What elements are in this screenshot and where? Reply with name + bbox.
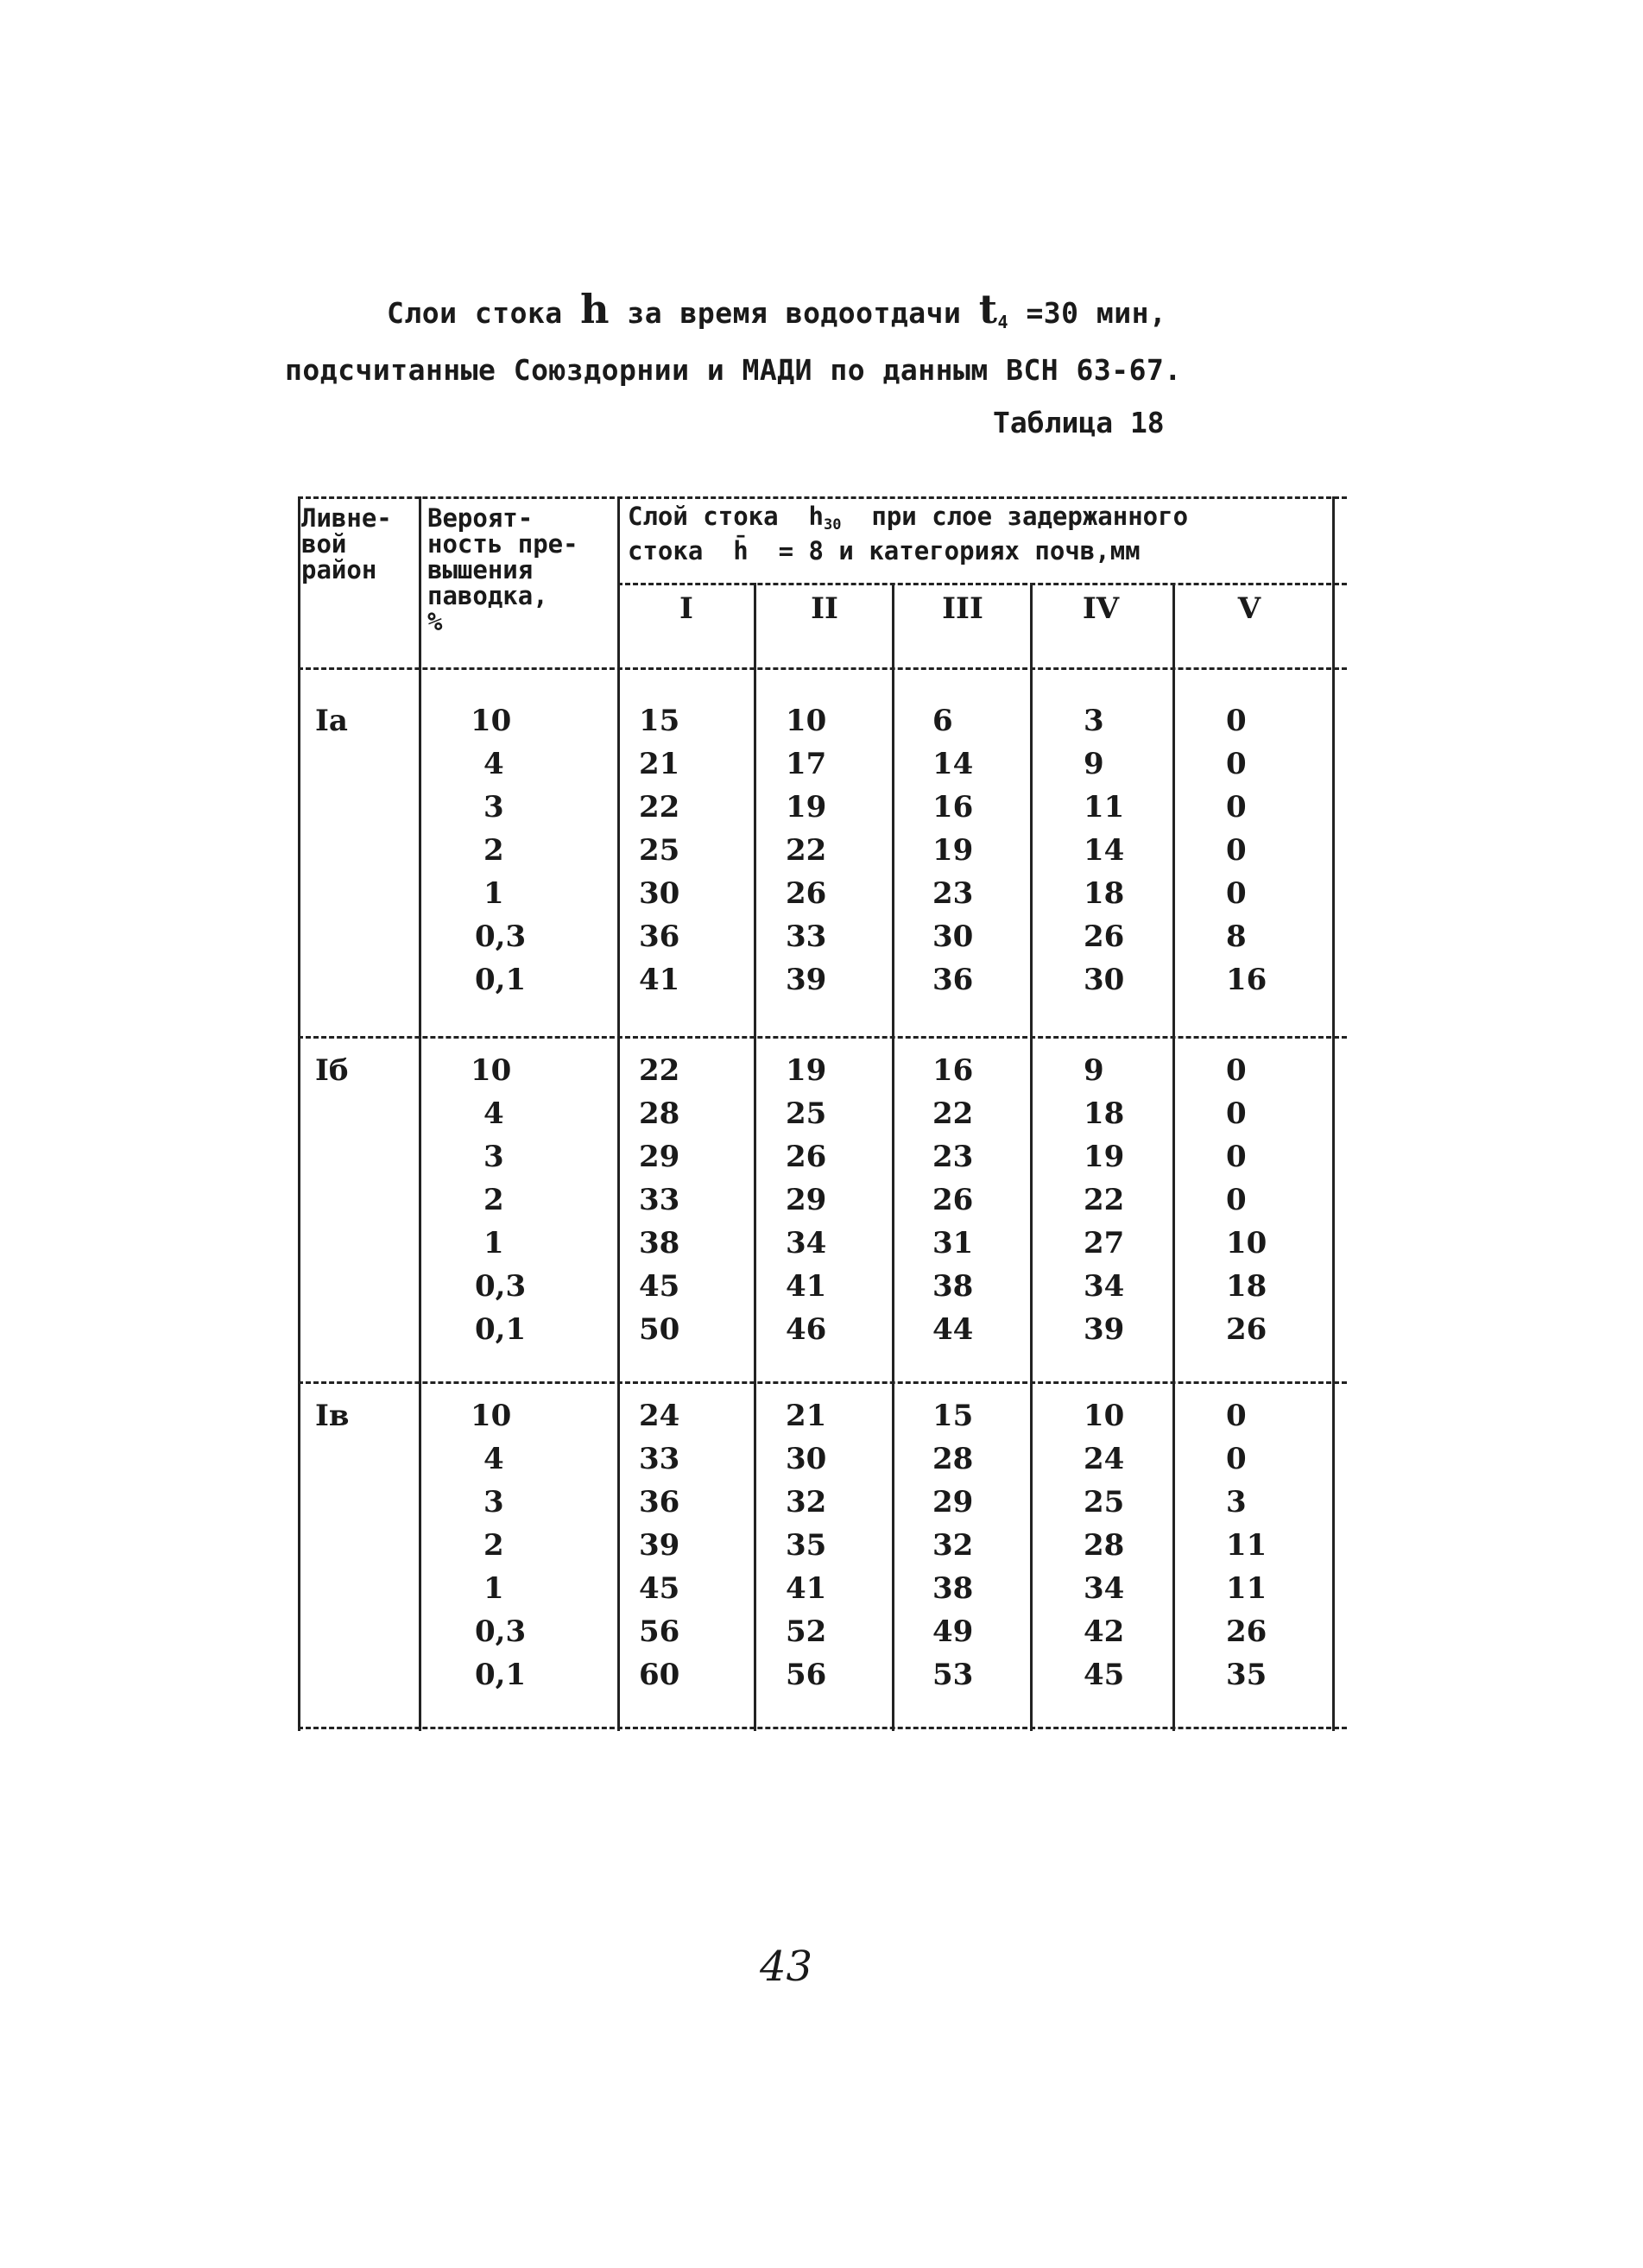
runoff-cell: 45 [1084,1658,1125,1692]
runoff-cell: 0 [1226,704,1247,738]
runoff-cell: 53 [932,1658,974,1692]
table-row [298,876,1347,919]
table-row [298,747,1347,790]
runoff-cell: 26 [932,1183,974,1217]
runoff-cell: 0 [1226,1442,1247,1476]
table-row [298,1528,1347,1571]
runoff-cell: 9 [1084,747,1104,781]
runoff-cell: 45 [639,1269,680,1304]
runoff-cell: 38 [932,1269,974,1304]
runoff-cell: 45 [639,1571,680,1606]
header-runoff-text-a: Слой стока h [628,502,824,531]
runoff-cell: 39 [1084,1312,1125,1347]
runoff-cell: 0 [1226,876,1247,911]
runoff-cell: 26 [1226,1614,1267,1649]
table-row [298,790,1347,833]
runoff-cell: 35 [1226,1658,1267,1692]
runoff-cell: 23 [932,876,974,911]
runoff-cell: 26 [786,876,827,911]
runoff-cell: 41 [639,963,680,997]
runoff-cell: 15 [639,704,680,738]
runoff-cell: 0 [1226,747,1247,781]
runoff-cell: 39 [786,963,827,997]
runoff-cell: 0 [1226,1140,1247,1174]
table-row [298,704,1347,747]
runoff-cell: 38 [932,1571,974,1606]
probability-cell: 2 [483,1183,504,1217]
runoff-cell: 26 [786,1140,827,1174]
caption-text-a: Слои стока [387,296,563,330]
runoff-cell: 30 [786,1442,827,1476]
runoff-cell: 28 [639,1096,680,1131]
probability-cell: 0,3 [475,1269,527,1304]
runoff-cell: 28 [932,1442,974,1476]
probability-cell: 4 [483,747,504,781]
probability-cell: 1 [483,1571,504,1606]
runoff-cell: 22 [786,833,827,868]
table-row [298,1658,1347,1701]
runoff-cell: 26 [1226,1312,1267,1347]
table-border-top [298,496,1347,499]
caption-subscript: 4 [997,312,1009,332]
runoff-cell: 0 [1226,1096,1247,1131]
runoff-cell: 17 [786,747,827,781]
runoff-cell: 11 [1226,1528,1267,1563]
runoff-cell: 10 [1084,1399,1125,1433]
probability-cell: 0,3 [475,919,527,954]
table-caption [285,285,1407,395]
runoff-cell: 0 [1226,790,1247,824]
header-bottom-line [298,667,1347,670]
table-row [298,1053,1347,1096]
runoff-cell: 11 [1084,790,1125,824]
runoff-cell: 60 [639,1658,680,1692]
runoff-cell: 39 [639,1528,680,1563]
runoff-cell: 25 [639,833,680,868]
probability-cell: 0,3 [475,1614,527,1649]
table-row [298,1485,1347,1528]
runoff-cell: 25 [786,1096,827,1131]
runoff-cell: 50 [639,1312,680,1347]
runoff-cell: 16 [932,790,974,824]
probability-cell: 0,1 [475,963,527,997]
probability-cell: 3 [483,1485,504,1519]
runoff-cell: 15 [932,1399,974,1433]
table-row [298,1269,1347,1312]
runoff-cell: 19 [1084,1140,1125,1174]
caption-line-2: подсчитанные Союздорнии и МАДИ по данным ВСН 63-67. [285,353,1182,387]
runoff-cell: 11 [1226,1571,1267,1606]
runoff-cell: 18 [1084,876,1125,911]
runoff-cell: 29 [932,1485,974,1519]
runoff-cell: 46 [786,1312,827,1347]
runoff-cell: 23 [932,1140,974,1174]
runoff-cell: 18 [1226,1269,1267,1304]
table-row [298,919,1347,963]
probability-cell: 0,1 [475,1312,527,1347]
runoff-cell: 27 [1084,1226,1125,1260]
page-number: 43 [760,1943,813,1991]
header-runoff [628,503,1188,564]
soil-category-header: I [679,591,693,626]
runoff-cell: 36 [639,1485,680,1519]
soil-category-header: IV [1082,591,1120,626]
runoff-cell: 21 [786,1399,827,1433]
runoff-cell: 0 [1226,1399,1247,1433]
runoff-cell: 30 [639,876,680,911]
runoff-cell: 24 [1084,1442,1125,1476]
table-row [298,1399,1347,1442]
runoff-cell: 52 [786,1614,827,1649]
table-row [298,963,1347,1006]
runoff-cell: 19 [786,1053,827,1088]
runoff-cell: 30 [1084,963,1125,997]
probability-cell: 10 [471,1053,512,1088]
runoff-cell: 24 [639,1399,680,1433]
runoff-cell: 35 [786,1528,827,1563]
runoff-cell: 25 [1084,1485,1125,1519]
runoff-cell: 10 [1226,1226,1267,1260]
runoff-cell: 22 [1084,1183,1125,1217]
header-subdivider [617,583,1347,585]
runoff-cell: 36 [639,919,680,954]
runoff-cell: 32 [786,1485,827,1519]
group-divider-2 [298,1381,1347,1384]
group-divider-1 [298,1036,1347,1039]
header-probability: Вероят- ность пре- вышения паводка, % [427,503,578,636]
runoff-cell: 3 [1084,704,1104,738]
table-row [298,1140,1347,1183]
probability-cell: 10 [471,1399,512,1433]
runoff-cell: 19 [932,833,974,868]
runoff-cell: 34 [1084,1571,1125,1606]
region-label: Iб [315,1053,349,1088]
caption-line-1 [285,285,1407,346]
runoff-cell: 26 [1084,919,1125,954]
runoff-cell: 36 [932,963,974,997]
probability-cell: 3 [483,1140,504,1174]
runoff-cell: 44 [932,1312,974,1347]
region-label: Iв [315,1399,350,1433]
probability-cell: 4 [483,1096,504,1131]
table-number: Таблица 18 [993,406,1165,439]
probability-cell: 3 [483,790,504,824]
caption-symbol-t: t [978,286,998,332]
table-row [298,1096,1347,1140]
runoff-cell: 34 [786,1226,827,1260]
runoff-cell: 10 [786,704,827,738]
runoff-cell: 28 [1084,1528,1125,1563]
soil-category-header: V [1237,591,1261,626]
runoff-cell: 32 [932,1528,974,1563]
runoff-cell: 33 [639,1442,680,1476]
runoff-cell: 29 [786,1183,827,1217]
runoff-cell: 16 [932,1053,974,1088]
probability-cell: 2 [483,1528,504,1563]
runoff-cell: 0 [1226,1183,1247,1217]
runoff-cell: 18 [1084,1096,1125,1131]
caption-text-b: за время водоотдачи [627,296,962,330]
caption-text-c: =30 мин, [1026,296,1167,330]
soil-category-header: III [942,591,983,626]
probability-cell: 1 [483,1226,504,1260]
runoff-cell: 21 [639,747,680,781]
runoff-cell: 3 [1226,1485,1247,1519]
table-row [298,1571,1347,1614]
header-runoff-subscript: 30 [823,516,842,534]
runoff-cell: 29 [639,1140,680,1174]
runoff-cell: 34 [1084,1269,1125,1304]
runoff-cell: 56 [639,1614,680,1649]
runoff-cell: 42 [1084,1614,1125,1649]
runoff-cell: 22 [932,1096,974,1131]
table-row [298,1226,1347,1269]
table-row [298,1312,1347,1355]
runoff-cell: 41 [786,1571,827,1606]
runoff-table [298,496,1347,1731]
runoff-cell: 33 [639,1183,680,1217]
runoff-cell: 41 [786,1269,827,1304]
runoff-cell: 9 [1084,1053,1104,1088]
probability-cell: 2 [483,833,504,868]
runoff-cell: 22 [639,1053,680,1088]
probability-cell: 10 [471,704,512,738]
runoff-cell: 38 [639,1226,680,1260]
table-row [298,1614,1347,1658]
region-label: Iа [315,704,348,738]
soil-category-header: II [811,591,838,626]
table-row [298,1442,1347,1485]
runoff-cell: 31 [932,1226,974,1260]
runoff-cell: 22 [639,790,680,824]
header-runoff-text-b: при слое задержанного стока h̄ = 8 и категориях почв,мм [628,502,1189,565]
runoff-cell: 0 [1226,1053,1247,1088]
runoff-cell: 14 [1084,833,1125,868]
probability-cell: 4 [483,1442,504,1476]
runoff-cell: 8 [1226,919,1247,954]
runoff-cell: 56 [786,1658,827,1692]
runoff-cell: 6 [932,704,953,738]
runoff-cell: 14 [932,747,974,781]
table-row [298,1183,1347,1226]
probability-cell: 1 [483,876,504,911]
runoff-cell: 30 [932,919,974,954]
runoff-cell: 0 [1226,833,1247,868]
table-border-bottom [298,1727,1347,1729]
header-region: Ливне- вой район [301,503,392,584]
table-row [298,833,1347,876]
caption-symbol-h: h [580,286,610,332]
runoff-cell: 49 [932,1614,974,1649]
runoff-cell: 16 [1226,963,1267,997]
probability-cell: 0,1 [475,1658,527,1692]
runoff-cell: 33 [786,919,827,954]
runoff-cell: 19 [786,790,827,824]
